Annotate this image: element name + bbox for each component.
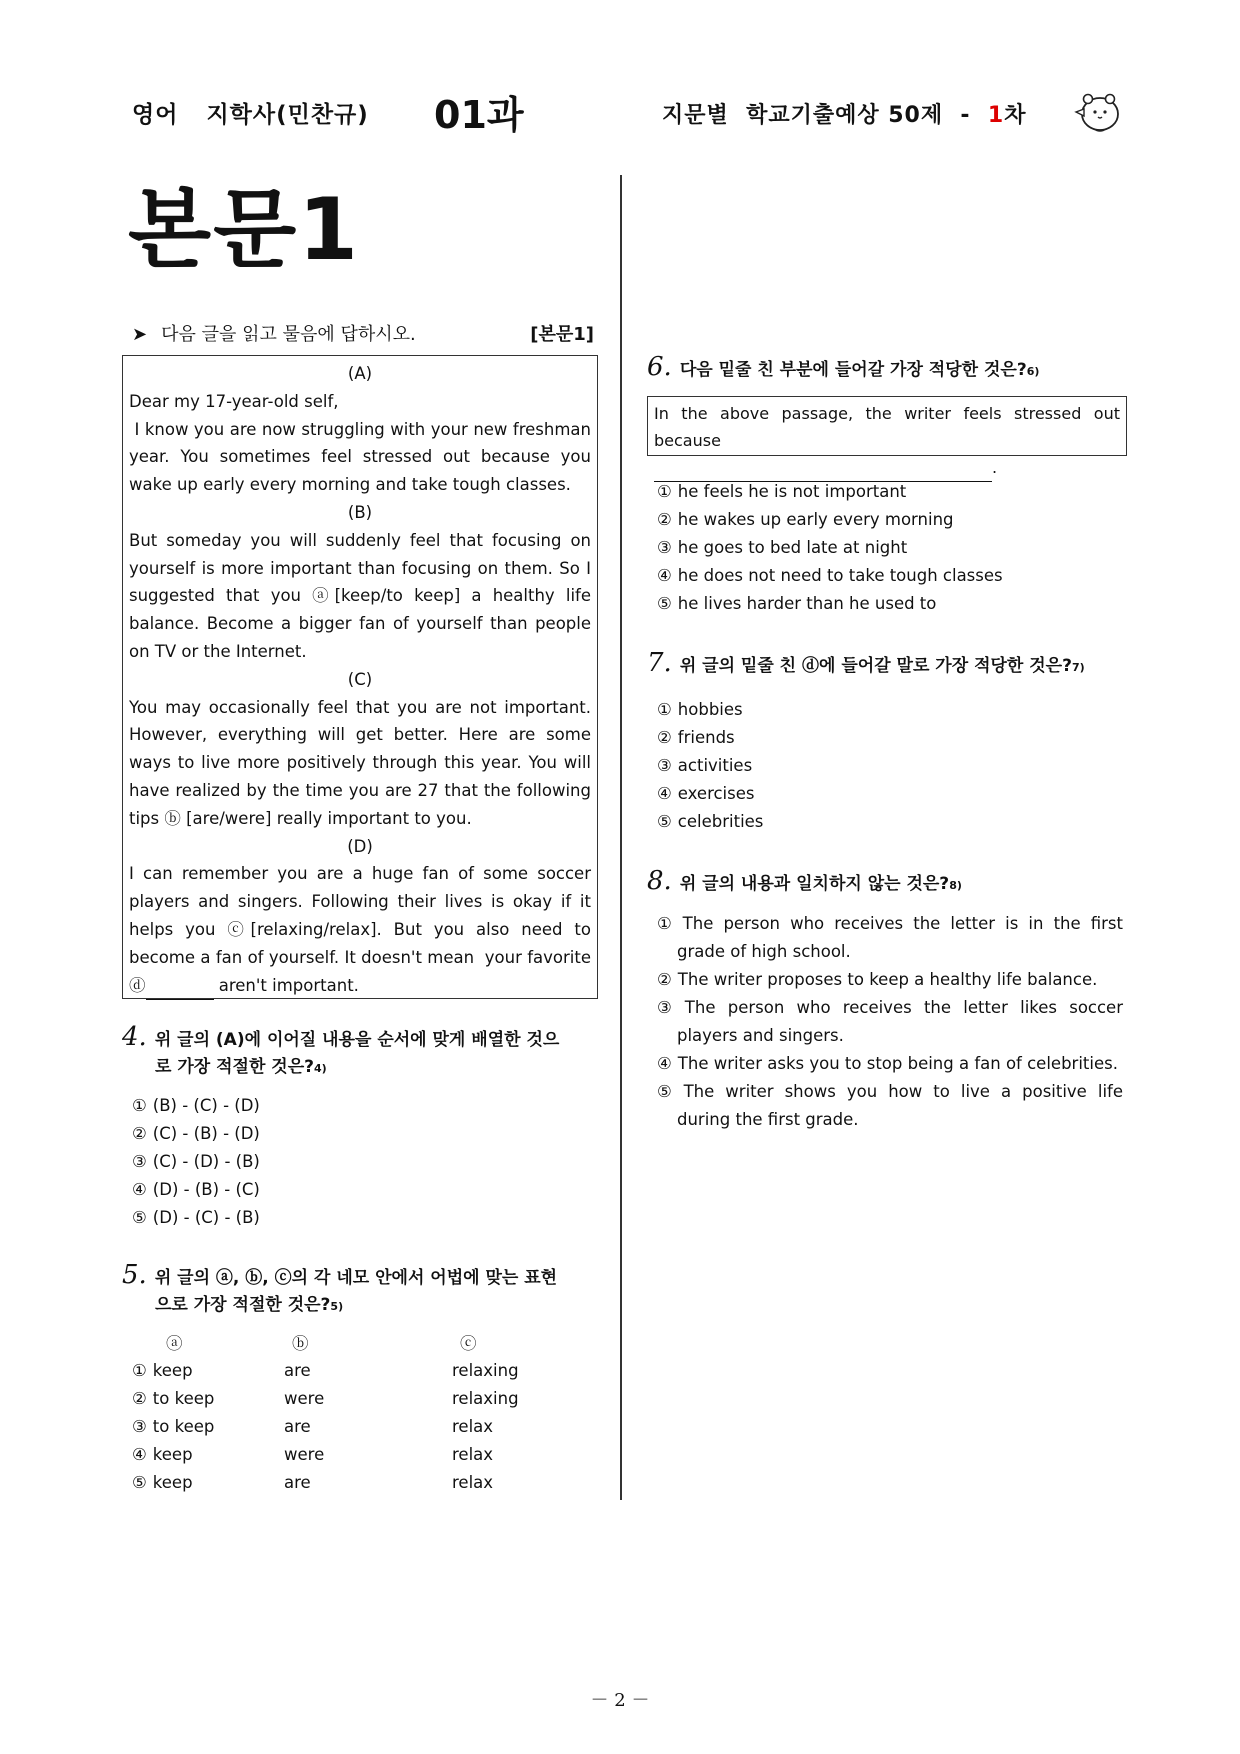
option[interactable]: ① hobbies xyxy=(657,700,743,719)
instruction-text: 다음 글을 읽고 물음에 답하시오. xyxy=(161,324,416,345)
passage-a-greeting: Dear my 17-year-old self, xyxy=(129,391,339,411)
option[interactable]: ④ keep were relax xyxy=(132,1444,494,1464)
option[interactable]: ① he feels he is not important xyxy=(657,482,907,501)
option[interactable]: ③ The person who receives the letter likes soccer players and singers. xyxy=(657,998,1123,1045)
option[interactable]: ③ activities xyxy=(657,756,753,775)
passage-d-end: aren't important. xyxy=(218,975,359,995)
option[interactable]: ④ The writer asks you to stop being a fan of celebrities. xyxy=(657,1054,1118,1073)
header-series xyxy=(662,98,1026,129)
footnote-ref: 7) xyxy=(1071,661,1085,674)
question-6-number: 6. xyxy=(647,352,672,382)
option[interactable]: ⑤ he lives harder than he used to xyxy=(657,594,937,613)
question-6-options xyxy=(657,478,1003,618)
page-number: － 2 － xyxy=(590,1690,650,1711)
option[interactable]: ③ he goes to bed late at night xyxy=(657,538,908,557)
header-unit: 01과 xyxy=(434,93,524,137)
question-6-text: 다음 밑줄 친 부분에 들어갈 가장 적당한 것은? xyxy=(679,360,1027,380)
option[interactable]: ② he wakes up early every morning xyxy=(657,510,954,529)
option[interactable]: ① (B) - (C) - (D) xyxy=(132,1096,260,1115)
option[interactable]: ① keep are relaxing xyxy=(132,1360,519,1380)
page-title: 본문1 xyxy=(128,180,360,280)
options-header-row: ⓐ ⓑ ⓒ xyxy=(166,1334,477,1353)
question-4-options xyxy=(132,1092,260,1232)
question-5-options xyxy=(132,1328,519,1496)
series-suffix: 차 xyxy=(1004,103,1027,128)
question-5-number: 5. xyxy=(122,1260,147,1290)
question-5-text: 위 글의 ⓐ, ⓑ, ⓒ의 각 네모 안에서 어법에 맞는 표현 xyxy=(154,1268,558,1288)
section-label-a: (A) xyxy=(347,364,373,383)
option[interactable]: ① The person who receives the letter is in the first grade of high school. xyxy=(657,914,1123,961)
header-subject: 영어 xyxy=(132,102,179,128)
section-label-d: (D) xyxy=(347,836,373,856)
footnote-ref: 8) xyxy=(949,879,962,892)
option[interactable]: ④ he does not need to take tough classes xyxy=(657,566,1003,585)
option[interactable]: ⑤ (D) - (C) - (B) xyxy=(132,1208,260,1227)
passage-d-body: I can remember you are a huge fan of some soccer players and singers. Following their lives is okay if it helps you ⓒ[relaxing/relax]. But you also need to become a fan of yourself. It doesn't mean your favorite ⓓ xyxy=(129,864,597,995)
passage-box xyxy=(122,355,598,999)
option[interactable]: ② (C) - (B) - (D) xyxy=(132,1124,260,1143)
option[interactable]: ⑤ celebrities xyxy=(657,812,764,831)
question-4-number: 4. xyxy=(122,1022,147,1052)
question-7-options xyxy=(657,696,763,836)
section-label-c: (C) xyxy=(347,669,373,689)
instruction-tag: [본문1] xyxy=(530,324,594,345)
header-subject-publisher xyxy=(132,96,397,129)
series-number: 1 xyxy=(987,103,1005,128)
footnote-ref: 4) xyxy=(314,1062,327,1075)
footnote-ref: 6) xyxy=(1026,365,1040,378)
header-publisher: 지학사(민찬규) xyxy=(206,102,369,128)
passage-b-body: But someday you will suddenly feel that focusing on yourself is more important than focusing on them. So I suggested that you ⓐ[keep/to keep] a healthy life balance. Become a bigger fan of yourself than people on TV or the Internet. xyxy=(129,530,591,661)
question-6 xyxy=(647,354,1127,385)
option[interactable]: ② The writer proposes to keep a healthy life balance. xyxy=(657,970,1098,989)
instruction xyxy=(132,320,594,346)
option[interactable]: ④ exercises xyxy=(657,784,755,803)
question-6-box-line: . xyxy=(654,454,1120,482)
option[interactable]: ④ (D) - (B) - (C) xyxy=(132,1180,260,1199)
option[interactable]: ③ (C) - (D) - (B) xyxy=(132,1152,260,1171)
option[interactable]: ⑤ The writer shows you how to live a positive life during the first grade. xyxy=(657,1082,1123,1129)
question-8 xyxy=(647,868,1127,899)
question-6-box-text: In the above passage, the writer feels stressed out because xyxy=(654,404,1120,450)
passage-c-body: You may occasionally feel that you are not important. However, everything will get better. Here are some ways to live more positively through this year. You will have realized by the time you are 27 that the following tips ⓑ [are/were] really important to you. xyxy=(129,697,591,828)
section-label-b: (B) xyxy=(347,502,373,522)
question-4-text-cont: 로 가장 적절한 것은? xyxy=(155,1057,314,1077)
option[interactable]: ② to keep were relaxing xyxy=(132,1388,519,1408)
question-8-number: 8. xyxy=(647,866,672,896)
question-7-text: 위 글의 밑줄 친 ⓓ에 들어갈 말로 가장 적당한 것은? xyxy=(679,656,1072,676)
question-4 xyxy=(122,1024,598,1082)
footnote-ref: 5) xyxy=(330,1300,344,1313)
question-7 xyxy=(647,650,1127,681)
question-5-text-cont: 으로 가장 적절한 것은? xyxy=(155,1295,331,1315)
option[interactable]: ② friends xyxy=(657,728,735,747)
series-prefix: 지문별 학교기출예상 50제 - xyxy=(662,103,988,128)
question-8-options xyxy=(657,910,1123,1134)
question-6-box xyxy=(647,396,1127,477)
arrow-icon: ➤ xyxy=(132,324,148,345)
question-7-number: 7. xyxy=(647,648,672,678)
blank-d xyxy=(146,972,214,1001)
question-5 xyxy=(122,1262,598,1320)
column-divider xyxy=(620,175,622,1500)
passage-a-body: I know you are now struggling with your new freshman year. You sometimes feel stressed out because you wake up early every morning and take tough classes. xyxy=(129,419,597,495)
passage-d-paragraph xyxy=(129,860,597,1000)
option[interactable]: ③ to keep are relax xyxy=(132,1416,494,1436)
question-4-text: 위 글의 (A)에 이어질 내용을 순서에 맞게 배열한 것으 xyxy=(154,1030,560,1050)
option[interactable]: ⑤ keep are relax xyxy=(132,1472,494,1492)
question-8-text: 위 글의 내용과 일치하지 않는 것은? xyxy=(679,874,950,894)
bear-mascot-icon xyxy=(1072,88,1122,136)
